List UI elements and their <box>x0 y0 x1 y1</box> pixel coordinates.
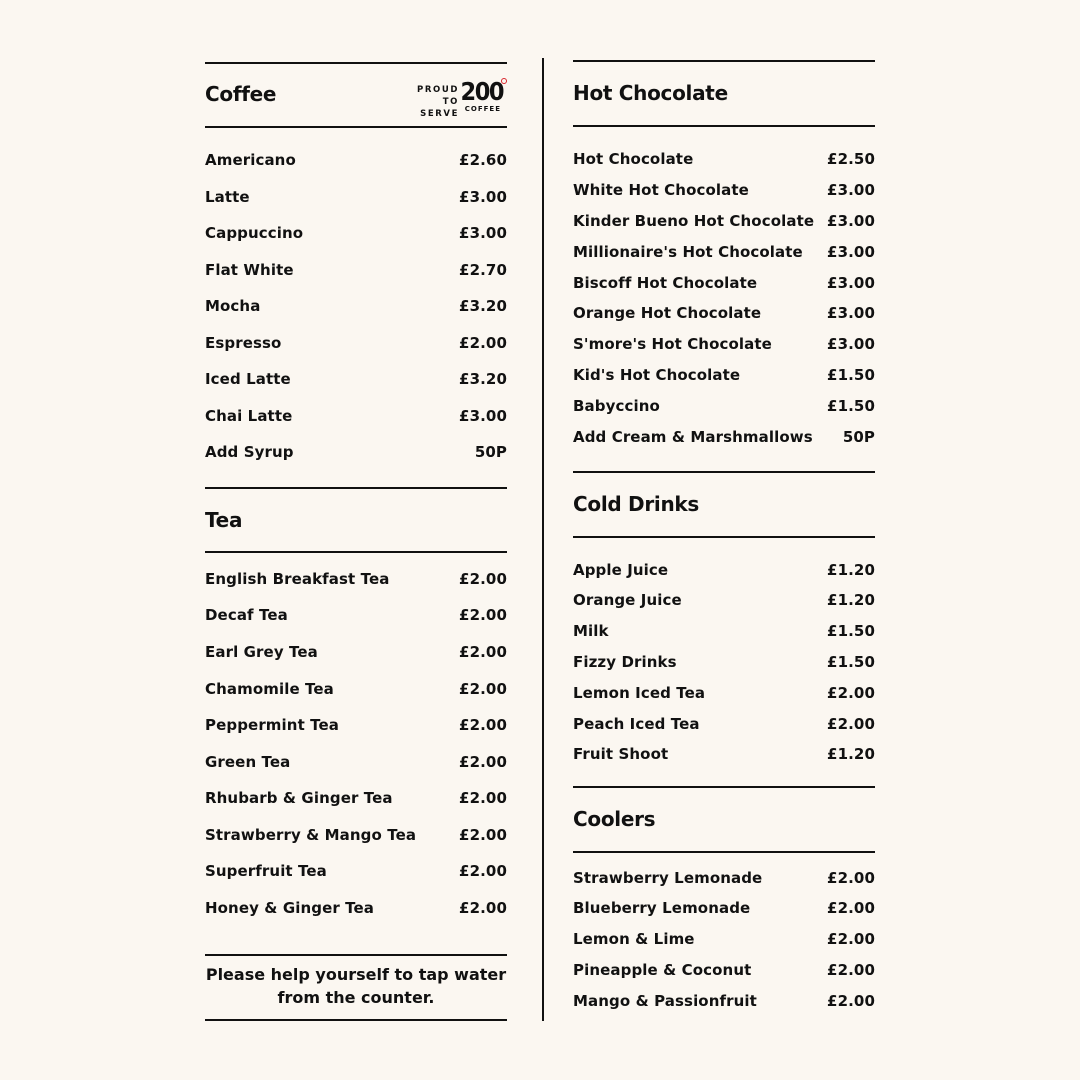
menu-item: Millionaire's Hot Chocolate £3.00 <box>573 243 875 261</box>
menu-item: Mocha £3.20 <box>205 297 507 315</box>
coffee-top-rule <box>205 62 507 64</box>
menu-item: Add Cream & Marshmallows 50P <box>573 428 875 446</box>
menu-item: Cappuccino £3.00 <box>205 224 507 242</box>
menu-item: Peppermint Tea £2.00 <box>205 716 507 734</box>
menu-item: Superfruit Tea £2.00 <box>205 862 507 880</box>
menu-item: Americano £2.60 <box>205 151 507 169</box>
coolers-bottom-rule <box>573 851 875 853</box>
coolers-heading: Coolers <box>573 807 656 831</box>
menu-item: Kid's Hot Chocolate £1.50 <box>573 366 875 384</box>
menu-item: Strawberry Lemonade £2.00 <box>573 869 875 887</box>
menu-item: Apple Juice £1.20 <box>573 561 875 579</box>
menu-item: Decaf Tea £2.00 <box>205 606 507 624</box>
cold-drinks-top-rule <box>573 471 875 473</box>
menu-item: Rhubarb & Ginger Tea £2.00 <box>205 789 507 807</box>
column-divider <box>542 58 544 1021</box>
logo-degree-icon <box>501 78 507 84</box>
menu-item: White Hot Chocolate £3.00 <box>573 181 875 199</box>
coolers-top-rule <box>573 786 875 788</box>
tea-top-rule <box>205 487 507 489</box>
menu-item: Orange Hot Chocolate £3.00 <box>573 304 875 322</box>
logo-mark: 200 <box>460 77 503 106</box>
menu-item: Green Tea £2.00 <box>205 753 507 771</box>
menu-item: Earl Grey Tea £2.00 <box>205 643 507 661</box>
menu-item: Add Syrup 50P <box>205 443 507 461</box>
menu-item: Orange Juice £1.20 <box>573 591 875 609</box>
menu-item: Kinder Bueno Hot Chocolate £3.00 <box>573 212 875 230</box>
tap-water-note: Please help yourself to tap water from the counter. <box>205 965 507 1007</box>
note-top-rule <box>205 954 507 956</box>
cold-drinks-bottom-rule <box>573 536 875 538</box>
coffee-bottom-rule <box>205 126 507 128</box>
menu-item: Honey & Ginger Tea £2.00 <box>205 899 507 917</box>
menu-item: Espresso £2.00 <box>205 334 507 352</box>
menu-item: Chamomile Tea £2.00 <box>205 680 507 698</box>
menu-item: Biscoff Hot Chocolate £3.00 <box>573 274 875 292</box>
menu-item: Blueberry Lemonade £2.00 <box>573 899 875 917</box>
menu-item: Iced Latte £3.20 <box>205 370 507 388</box>
menu-item: Mango & Passionfruit £2.00 <box>573 992 875 1010</box>
menu-item: Milk £1.50 <box>573 622 875 640</box>
menu-item: Pineapple & Coconut £2.00 <box>573 961 875 979</box>
logo-sub: COFFEE <box>464 105 501 113</box>
brand-logo <box>397 77 507 119</box>
note-bottom-rule <box>205 1019 507 1021</box>
tea-heading: Tea <box>205 508 243 532</box>
menu-item: Fruit Shoot £1.20 <box>573 745 875 763</box>
menu-item: Latte £3.00 <box>205 188 507 206</box>
hot-chocolate-top-rule <box>573 60 875 62</box>
menu-item: S'more's Hot Chocolate £3.00 <box>573 335 875 353</box>
menu-item: Strawberry & Mango Tea £2.00 <box>205 826 507 844</box>
menu-item: Fizzy Drinks £1.50 <box>573 653 875 671</box>
logo-tagline: PROUD TO SERVE <box>417 85 459 119</box>
menu-item: Babyccino £1.50 <box>573 397 875 415</box>
menu-item: English Breakfast Tea £2.00 <box>205 570 507 588</box>
menu-item: Peach Iced Tea £2.00 <box>573 715 875 733</box>
menu-item: Lemon & Lime £2.00 <box>573 930 875 948</box>
hot-chocolate-bottom-rule <box>573 125 875 127</box>
coffee-heading: Coffee <box>205 82 277 106</box>
tea-bottom-rule <box>205 551 507 553</box>
cold-drinks-heading: Cold Drinks <box>573 492 700 516</box>
menu-item: Lemon Iced Tea £2.00 <box>573 684 875 702</box>
menu-item: Flat White £2.70 <box>205 261 507 279</box>
menu-item: Hot Chocolate £2.50 <box>573 150 875 168</box>
hot-chocolate-heading: Hot Chocolate <box>573 81 728 105</box>
menu-item: Chai Latte £3.00 <box>205 407 507 425</box>
